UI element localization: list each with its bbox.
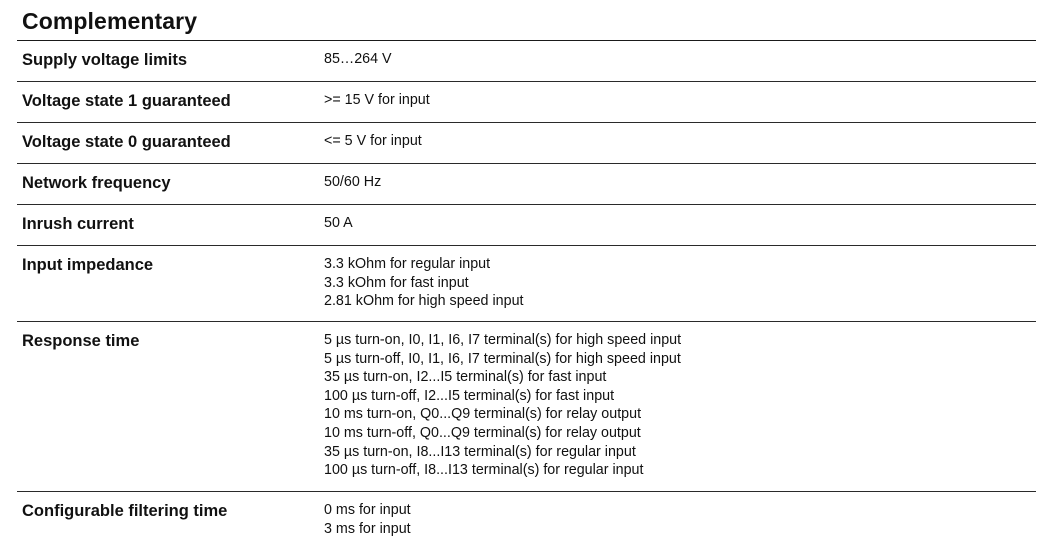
spec-value: 3.3 kOhm for fast input: [324, 274, 469, 291]
spec-values: [324, 91, 430, 110]
spec-table: [17, 40, 1036, 551]
spec-row-network-frequency: [17, 163, 1036, 204]
spec-row-inrush-current: [17, 204, 1036, 245]
spec-value: 35 µs turn-on, I8...I13 terminal(s) for regular input: [324, 443, 636, 460]
spec-value: 50 A: [324, 215, 353, 231]
spec-label: Voltage state 0 guaranteed: [22, 133, 231, 151]
spec-label: Supply voltage limits: [22, 51, 188, 69]
spec-label: Configurable filtering time: [22, 502, 228, 520]
spec-values: [324, 255, 524, 311]
spec-value: 10 ms turn-on, Q0...Q9 terminal(s) for relay output: [324, 406, 642, 423]
spec-value: 0 ms for input: [324, 502, 411, 518]
spec-value: >= 15 V for input: [324, 92, 430, 108]
spec-values: [324, 214, 353, 233]
spec-value: 100 µs turn-off, I2...I5 terminal(s) for fast input: [324, 387, 615, 404]
spec-value: 3 ms for input: [324, 520, 411, 537]
spec-values: [324, 501, 411, 538]
spec-value: 10 ms turn-off, Q0...Q9 terminal(s) for relay output: [324, 424, 641, 441]
spec-value: 5 µs turn-off, I0, I1, I6, I7 terminal(s) for high speed input: [324, 350, 681, 367]
spec-label: Network frequency: [22, 174, 171, 192]
spec-value: 85…264 V: [324, 51, 392, 67]
spec-row-response-time: [17, 321, 1036, 491]
spec-value: 3.3 kOhm for regular input: [324, 256, 491, 272]
spec-values: [324, 132, 422, 151]
spec-label: Voltage state 1 guaranteed: [22, 92, 231, 110]
spec-label: Input impedance: [22, 256, 154, 274]
spec-label: Inrush current: [22, 215, 134, 233]
spec-values: [324, 173, 381, 192]
spec-values: [324, 331, 681, 480]
section-title: Complementary: [22, 8, 198, 34]
spec-values: [324, 50, 392, 69]
spec-value: 35 µs turn-on, I2...I5 terminal(s) for fast input: [324, 369, 607, 386]
spec-row-configurable-filtering-time: [17, 491, 1036, 551]
spec-value: 2.81 kOhm for high speed input: [324, 293, 524, 310]
spec-label: Response time: [22, 332, 140, 350]
spec-row-voltage-state-0: [17, 122, 1036, 163]
spec-value: 50/60 Hz: [324, 174, 382, 190]
spec-row-supply-voltage-limits: [17, 40, 1036, 81]
spec-value: 5 µs turn-on, I0, I1, I6, I7 terminal(s) for high speed input: [324, 332, 682, 348]
spec-value: 100 µs turn-off, I8...I13 terminal(s) for regular input: [324, 462, 644, 479]
spec-row-voltage-state-1: [17, 81, 1036, 122]
spec-row-input-impedance: [17, 245, 1036, 321]
spec-value: <= 5 V for input: [324, 133, 422, 149]
